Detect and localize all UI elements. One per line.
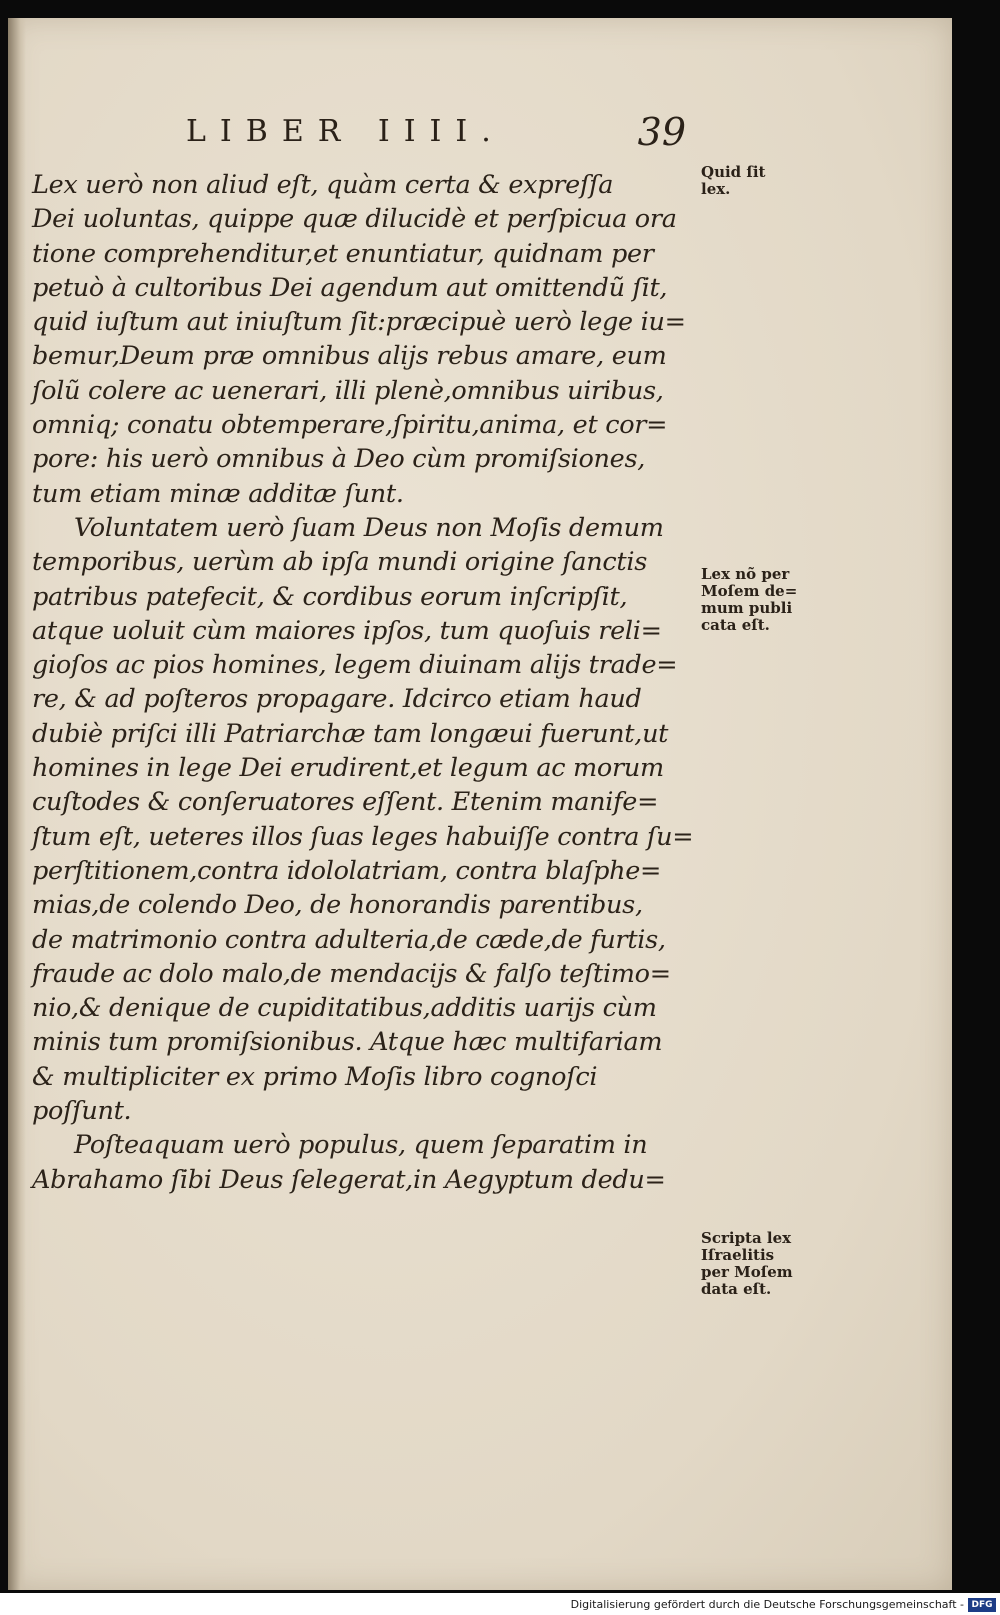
text-line: quid iuſtum aut iniuſtum ſit:præcipuè uerò lege iu= bbox=[32, 307, 686, 338]
margin-note-line: Iſraelitis bbox=[701, 1246, 775, 1264]
text-line: Poſteaquam uerò populus, quem ſeparatim in bbox=[74, 1130, 648, 1161]
margin-note-2 bbox=[701, 566, 836, 634]
text-line: bemur,Deum præ omnibus alijs rebus amare, eum bbox=[32, 341, 667, 372]
text-line: & multipliciter ex primo Moſis libro cognoſci bbox=[32, 1061, 598, 1092]
dfg-logo: DFG bbox=[968, 1598, 996, 1612]
funding-credit: Digitalisierung gefördert durch die Deutsche Forschungsgemeinschaft - bbox=[570, 1598, 964, 1611]
text-line: poſſunt. bbox=[32, 1096, 132, 1127]
margin-note-line: data eſt. bbox=[701, 1280, 772, 1298]
text-line: perſtitionem,contra idololatriam, contra blaſphe= bbox=[32, 855, 662, 886]
text-line: omniq; conatu obtemperare,ſpiritu,anima, et cor= bbox=[32, 410, 668, 441]
text-line: petuò à cultoribus Dei agendum aut omittendũ ſit, bbox=[32, 272, 668, 303]
text-line: temporibus, uerùm ab ipſa mundi origine ſanctis bbox=[32, 547, 647, 578]
page-number: 39 bbox=[637, 110, 686, 154]
text-line: de matrimonio contra adulteria,de cæde,de furtis, bbox=[32, 924, 666, 955]
text-line: Abrahamo ſibi Deus ſelegerat,in Aegyptum dedu= bbox=[32, 1164, 666, 1195]
text-line: Voluntatem uerò ſuam Deus non Moſis demum bbox=[74, 512, 664, 543]
text-line: fraude ac dolo malo,de mendacijs & falſo teſtimo= bbox=[32, 958, 671, 989]
text-line: homines in lege Dei erudirent,et legum ac morum bbox=[32, 753, 664, 784]
book-page bbox=[8, 18, 952, 1590]
page-header bbox=[176, 110, 696, 160]
text-line: tione comprehenditur,et enuntiatur, quidnam per bbox=[32, 238, 654, 269]
paragraph-2 bbox=[32, 511, 692, 1128]
text-line: gioſos ac pios homines, legem diuinam alijs trade= bbox=[32, 650, 678, 681]
margin-note-line: lex. bbox=[701, 180, 731, 198]
paragraph-3 bbox=[32, 1128, 692, 1197]
text-line: ſtum eſt, ueteres illos ſuas leges habuiſſe contra ſu= bbox=[32, 821, 694, 852]
text-line: ſolũ colere ac uenerari, illi plenè,omnibus uiribus, bbox=[32, 375, 664, 406]
margin-note-line: Quid ſit bbox=[701, 163, 766, 181]
margin-note-line: Lex nõ per bbox=[701, 565, 790, 583]
text-line: minis tum promiſsionibus. Atque hæc multifariam bbox=[32, 1027, 663, 1058]
margin-note-line: Moſem de= bbox=[701, 582, 798, 600]
text-line: Lex uerò non aliud eſt, quàm certa & expreſſa bbox=[32, 170, 614, 200]
text-line: mias,de colendo Deo, de honorandis parentibus, bbox=[32, 890, 643, 921]
page-gutter-shadow bbox=[8, 18, 26, 1590]
text-line: nio,& denique de cupiditatibus,additis uarijs cùm bbox=[32, 993, 657, 1024]
text-line: tum etiam minæ additæ ſunt. bbox=[32, 478, 404, 509]
text-line: pore: his uerò omnibus à Deo cùm promiſsiones, bbox=[32, 444, 646, 475]
running-head: LIBER IIII. bbox=[186, 114, 505, 149]
margin-note-1 bbox=[701, 164, 836, 198]
digitization-footer bbox=[0, 1593, 1000, 1615]
text-line: atque uoluit cùm maiores ipſos, tum quoſuis reli= bbox=[32, 615, 662, 646]
margin-note-line: Scripta lex bbox=[701, 1229, 792, 1247]
text-line: patribus patefecit, & cordibus eorum inſcripſit, bbox=[32, 581, 628, 612]
paragraph-1 bbox=[32, 168, 692, 511]
margin-note-line: per Moſem bbox=[701, 1263, 793, 1281]
margin-note-3 bbox=[701, 1230, 836, 1298]
main-text-block bbox=[32, 168, 692, 1197]
margin-note-line: mum publi bbox=[701, 599, 793, 617]
text-line: dubiè priſci illi Patriarchæ tam longæui fuerunt,ut bbox=[32, 718, 669, 749]
margin-note-line: cata eſt. bbox=[701, 616, 770, 634]
text-line: Dei uoluntas, quippe quæ dilucidè et perſpicua ora bbox=[32, 204, 677, 235]
text-line: re, & ad poſteros propagare. Idcirco etiam haud bbox=[32, 684, 642, 715]
text-line: cuſtodes & conſeruatores eſſent. Etenim manife= bbox=[32, 787, 659, 818]
